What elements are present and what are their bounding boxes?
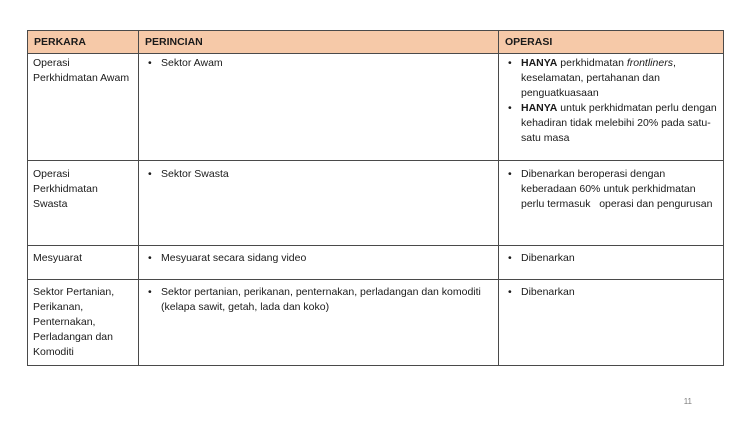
perincian-list	[145, 56, 492, 71]
bullet-icon: •	[148, 286, 152, 298]
list-item-text: perkhidmatan	[557, 57, 627, 69]
list-item	[145, 251, 492, 266]
emphasis-text: HANYA	[521, 57, 558, 69]
bullet-icon: •	[148, 252, 152, 264]
operasi-list	[505, 167, 717, 212]
list-item	[505, 285, 717, 300]
table-row	[28, 246, 724, 280]
perincian-list	[145, 251, 492, 266]
list-item	[505, 167, 717, 212]
list-item-tail: , keselamatan, pertahanan dan penguatkuasaan	[521, 57, 676, 99]
perincian-list	[145, 285, 492, 315]
bullet-icon: •	[508, 57, 512, 69]
italic-text: frontliners	[626, 57, 673, 69]
table-header-row	[28, 31, 724, 54]
list-item	[505, 101, 717, 146]
operasi-cell	[499, 161, 724, 246]
operasi-cell	[499, 54, 724, 161]
bullet-icon: •	[148, 168, 152, 180]
list-item-text: Sektor Swasta	[161, 168, 229, 180]
list-item	[145, 285, 492, 315]
list-item-text: Mesyuarat secara sidang video	[161, 252, 307, 264]
emphasis-text: HANYA	[521, 102, 558, 114]
regulations-table	[27, 30, 724, 366]
list-item	[145, 167, 492, 182]
operasi-list	[505, 285, 717, 300]
header-perincian: PERINCIAN	[139, 31, 499, 54]
perincian-cell	[139, 280, 499, 366]
list-item	[145, 56, 492, 71]
list-item	[505, 56, 717, 101]
perkara-cell: Sektor Pertanian, Perikanan, Penternakan, Perladangan dan Komoditi	[28, 280, 139, 366]
operasi-list	[505, 251, 717, 266]
perkara-cell: Operasi Perkhidmatan Awam	[28, 54, 139, 161]
perincian-list	[145, 167, 492, 182]
perincian-cell	[139, 161, 499, 246]
list-item-text: Dibenarkan	[521, 286, 575, 298]
list-item-text: Sektor Awam	[161, 57, 223, 69]
perincian-cell	[139, 246, 499, 280]
bullet-icon: •	[148, 57, 152, 69]
bullet-icon: •	[508, 252, 512, 264]
bullet-icon: •	[508, 286, 512, 298]
header-operasi: OPERASI	[499, 31, 724, 54]
perkara-cell: Operasi Perkhidmatan Swasta	[28, 161, 139, 246]
list-item-text: Dibenarkan	[521, 252, 575, 264]
list-item	[505, 251, 717, 266]
list-item-text: Sektor pertanian, perikanan, penternakan, perladangan dan komoditi (kelapa sawit, getah, lada dan koko)	[161, 286, 481, 313]
operasi-cell	[499, 280, 724, 366]
table-row	[28, 161, 724, 246]
operasi-list	[505, 56, 717, 146]
table-row	[28, 280, 724, 366]
perkara-cell: Mesyuarat	[28, 246, 139, 280]
page-number: 11	[683, 397, 692, 406]
header-perkara: PERKARA	[28, 31, 139, 54]
list-item-text: Dibenarkan beroperasi dengan keberadaan 60% untuk perkhidmatan perlu termasuk operasi dan pengurusan	[521, 168, 713, 210]
bullet-icon: •	[508, 102, 512, 114]
perincian-cell	[139, 54, 499, 161]
table-row	[28, 54, 724, 161]
list-item-text: untuk perkhidmatan perlu dengan kehadiran tidak melebihi 20% pada satu-satu masa	[521, 102, 717, 144]
operasi-cell	[499, 246, 724, 280]
bullet-icon: •	[508, 168, 512, 180]
